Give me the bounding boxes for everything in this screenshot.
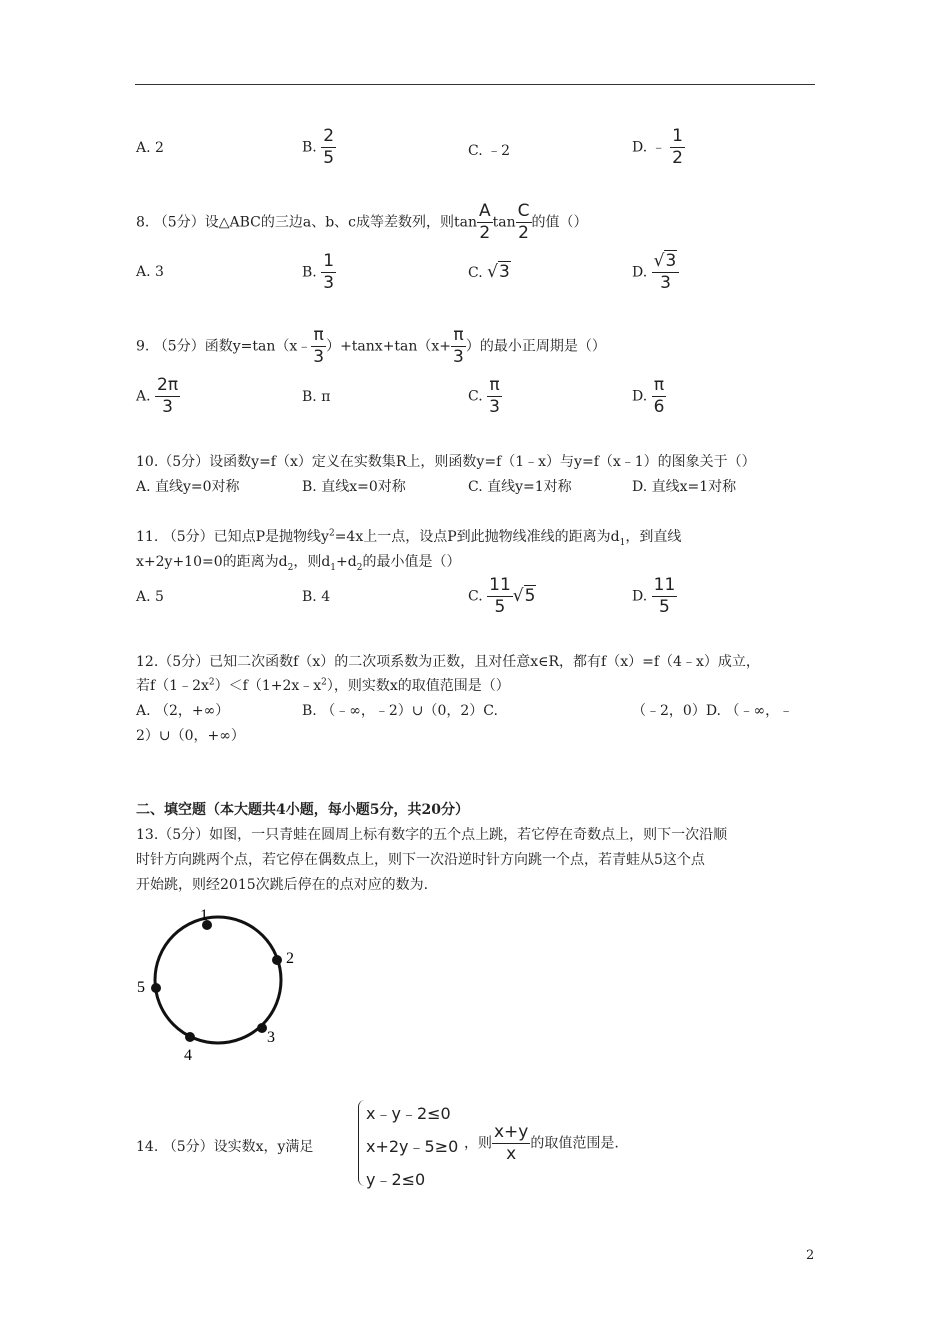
q7-option-a: A. 2	[136, 140, 164, 156]
q8-option-a: A. 3	[136, 264, 164, 280]
header-rule	[135, 84, 815, 85]
q9-option-c: C. $\frac{\pi}{3}$	[468, 375, 500, 417]
q11-stem-line2: x+2y+10=0的距离为$d_2$，则$d_1+d_2$的最小值是（）	[136, 554, 461, 573]
q9-fraction-2: $\frac{\pi}{3}$	[453, 325, 464, 367]
q14-inequality-1: x﹣y﹣2≤0	[366, 1104, 451, 1123]
q10-option-a: A. 直线y=0对称	[136, 479, 240, 495]
q8-option-d: D. $\frac{√3}{3}$	[632, 253, 679, 292]
q9-d-fraction: $\frac{\pi}{6}$	[653, 375, 665, 417]
q9-option-a: A. $\frac{2\pi}{3}$	[136, 375, 179, 417]
q8-fraction-a: $\frac{A}{2}$	[479, 201, 491, 243]
q7-option-d: D. ﹣ $\frac{1}{2}$	[632, 126, 683, 168]
q12-option-a: A. （2，+∞）	[136, 703, 230, 719]
q14-brace	[358, 1100, 365, 1186]
q8-option-c: C. √3	[468, 262, 510, 282]
section-title: 二、填空题（本大题共4小题，每小题5分，共20分）	[136, 802, 469, 818]
q11-c-fraction: $\frac{11}{5}$	[489, 575, 511, 617]
q11-c-sqrt: √5	[512, 585, 536, 606]
q11-option-c: C. $\frac{11}{5}$ √5	[468, 575, 536, 617]
q9-option-d: D. $\frac{\pi}{6}$	[632, 375, 665, 417]
q7-option-b: B. $\frac{2}{5}$	[302, 126, 335, 168]
q13-line3: 开始跳，则经2015次跳后停在的点对应的数为.	[136, 877, 429, 893]
q8-b-fraction: $\frac{1}{3}$	[323, 251, 335, 293]
q11-d-fraction: $\frac{11}{5}$	[653, 575, 676, 617]
q14-stem-1: 14. （5分）设实数x，y满足	[136, 1139, 314, 1155]
q12-option-c: （﹣2，0）D. （﹣∞，﹣	[632, 703, 794, 719]
q8-fraction-c: $\frac{C}{2}$	[517, 201, 530, 243]
q9-stem: 9. （5分）函数y=tan（x﹣ $\frac{\pi}{3}$ ）+tanx+tan（x+ $\frac{\pi}{3}$ ）的最小正周期是（）	[136, 325, 606, 367]
q11-option-a: A. 5	[136, 589, 164, 605]
q13-circle-figure	[130, 900, 310, 1070]
page-number: 2	[806, 1248, 815, 1263]
q14-stem-2: ，则 $\frac{x+y}{x}$ 的取值范围是.	[464, 1122, 619, 1164]
q9-c-fraction: $\frac{\pi}{3}$	[489, 375, 500, 417]
q14-inequality-2: x+2y﹣5≥0	[366, 1137, 459, 1156]
q8-c-sqrt: √3	[487, 262, 510, 282]
q10-option-b: B. 直线x=0对称	[302, 479, 406, 495]
q11-stem-line1: 11. （5分）已知点P是抛物线$y^2=4x$上一点，设点P到此抛物线准线的距离为$d_1$，到直线	[136, 528, 682, 548]
point-2	[272, 955, 282, 965]
q14-fraction: $\frac{x+y}{x}$	[494, 1122, 529, 1164]
q9-a-fraction: $\frac{2\pi}{3}$	[157, 375, 179, 417]
point-3	[257, 1023, 267, 1033]
q12-option-d-continued: 2）∪（0，+∞）	[136, 728, 245, 744]
q12-option-b: B. （﹣∞，﹣2）∪（0，2）C.	[302, 703, 498, 719]
q8-option-b: B. $\frac{1}{3}$	[302, 251, 335, 293]
label-1: 1	[200, 907, 208, 924]
q7-b-fraction: $\frac{2}{5}$	[323, 126, 335, 168]
q7-option-c: C. ﹣2	[468, 143, 511, 159]
q12-stem-line2: 若$f(1﹣2x^2)<f(1+2x﹣x^2)$，则实数x的取值范围是（）	[136, 677, 510, 694]
q10-stem: 10.（5分）设函数y=f（x）定义在实数集R上，则函数y=f（1﹣x）与y=f（x﹣1）的图象关于（）	[136, 454, 756, 470]
point-5	[151, 983, 161, 993]
q12-stem-line1: 12.（5分）已知二次函数f（x）的二次项系数为正数，且对任意x∈R，都有f（x）=f（4﹣x）成立，	[136, 654, 760, 670]
q10-option-d: D. 直线x=1对称	[632, 479, 737, 495]
q8-stem: 8. （5分）设△ABC的三边a、b、c成等差数列，则tan $\frac{A}{2}$ tan $\frac{C}{2}$ 的值（）	[136, 201, 588, 243]
q7-d-fraction: $\frac{1}{2}$	[672, 126, 683, 168]
q9-option-b: B. π	[302, 389, 331, 405]
q8-d-fraction: $\frac{√3}{3}$	[652, 253, 680, 292]
q11-option-d: D. $\frac{11}{5}$	[632, 575, 676, 617]
point-4	[185, 1032, 195, 1042]
q9-fraction-1: $\frac{\pi}{3}$	[313, 325, 325, 367]
q14-inequality-3: y﹣2≤0	[366, 1170, 426, 1189]
label-4: 4	[184, 1047, 192, 1064]
q11-option-b: B. 4	[302, 589, 331, 605]
label-5: 5	[137, 979, 145, 996]
label-2: 2	[286, 950, 294, 967]
q14-system	[366, 1097, 458, 1196]
q13-line2: 时针方向跳两个点，若它停在偶数点上，则下一次沿逆时针方向跳一个点，若青蛙从5这个点	[136, 852, 705, 868]
q13-line1: 13.（5分）如图，一只青蛙在圆周上标有数字的五个点上跳，若它停在奇数点上，则下一次沿顺	[136, 827, 728, 843]
label-3: 3	[267, 1029, 275, 1046]
q10-option-c: C. 直线y=1对称	[468, 479, 572, 495]
